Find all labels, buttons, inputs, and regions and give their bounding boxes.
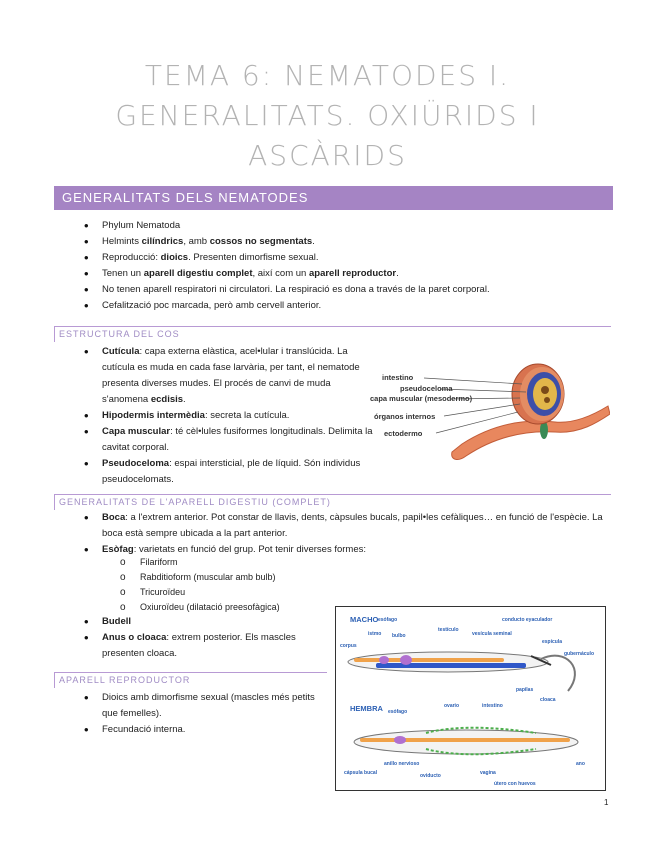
label-corpus: corpus — [340, 643, 357, 649]
label-anillo-nervioso: anillo nervioso — [384, 761, 420, 767]
label-gubernaculo: gubernáculo — [564, 651, 595, 657]
label-ovario: ovario — [444, 703, 460, 709]
reproductor-list — [78, 690, 328, 738]
digestiu-list — [78, 510, 610, 558]
list-item: • Dioics amb dimorfisme sexual (mascles més petits que femelles). — [78, 690, 328, 722]
label-intestino: intestino — [482, 703, 503, 709]
esofag-forms-list — [120, 555, 340, 615]
section-heading-text: ESTRUCTURA DEL COS — [59, 329, 180, 339]
list-item: • Fecundació interna. — [78, 722, 328, 738]
list-item: o Oxiuroïdeu (dilatació preesofàgica) — [120, 600, 340, 615]
label-capa-muscular: capa muscular (mesodermo) — [370, 394, 473, 403]
label-capsula-bucal: cápsula bucal — [344, 770, 378, 776]
label-conducto-eyaculador: conducto eyaculador — [502, 617, 553, 623]
list-item: • Helmints cilíndrics, amb cossos no segmentats. — [78, 234, 613, 250]
label-bulbo: bulbo — [392, 633, 406, 639]
label-cloaca: cloaca — [540, 697, 556, 703]
label-esofago: esófago — [378, 617, 398, 623]
digestiu-list-2 — [78, 614, 328, 662]
label-espicula: espícula — [542, 639, 563, 645]
section-heading-estructura — [54, 326, 611, 342]
nematode-anatomy-diagram — [335, 606, 606, 791]
estructura-list — [78, 344, 378, 488]
list-item: o Rabditioform (muscular amb bulb) — [120, 570, 340, 585]
list-item: • No tenen aparell respiratori ni circulatori. La respiració es dona a través de la paret corporal. — [78, 282, 613, 298]
list-item: • Esòfag: varietats en funció del grup. Pot tenir diverses formes: — [78, 542, 610, 558]
list-item: o Filariform — [120, 555, 340, 570]
list-item: • Pseudoceloma: espai intersticial, ple de líquid. Són individus pseudocelomats. — [78, 456, 378, 488]
list-item: • Reproducció: dioics. Presenten dimorfisme sexual. — [78, 250, 613, 266]
list-item: • Boca: a l'extrem anterior. Pot constar de llavis, dents, càpsules bucals, papil•les cefàliques… en funció de l'espècie. La boca està sempre ubicada a la part anterior. — [78, 510, 610, 542]
label-ano: ano — [576, 761, 585, 767]
title-line-1: TEMA 6: NEMATODES I. — [144, 59, 511, 92]
page-number: 1 — [604, 798, 609, 807]
title-line-3: ASCÀRIDS — [248, 139, 407, 172]
label-hembra: HEMBRA — [350, 704, 383, 713]
label-intestino: intestino — [382, 373, 414, 382]
label-oviducto: oviducto — [420, 773, 441, 779]
list-item: o Tricuroïdeu — [120, 585, 340, 600]
label-macho: MACHO — [350, 615, 379, 624]
generalitats-list — [78, 218, 613, 314]
label-testiculo: testículo — [438, 627, 459, 633]
label-ectodermo: ectodermo — [384, 429, 423, 438]
label-pseudoceloma: pseudoceloma — [400, 384, 453, 393]
list-item: • Budell — [78, 614, 328, 630]
label-istmo: istmo — [368, 631, 382, 637]
section-heading-generalitats — [54, 186, 613, 210]
label-esofago-hembra: esófago — [388, 709, 408, 715]
list-item: • Hipodermis intermèdia: secreta la cutícula. — [78, 408, 378, 424]
section-heading-text: GENERALITATS DE L'APARELL DIGESTIU (COMPLET) — [59, 497, 331, 507]
list-item: • Cutícula: capa externa elàstica, acel•lular i translúcida. La cutícula es muda en cada fase larvària, per tant, el nematode presenta diverses mudes. El procés de canvi de muda s'anomena ecdisis. — [78, 344, 378, 408]
section-heading-reproductor — [54, 672, 327, 688]
list-item: • Anus o cloaca: extrem posterior. Els mascles presenten cloaca. — [78, 630, 328, 662]
label-papilas: papilas — [516, 687, 534, 693]
list-item: • Phylum Nematoda — [78, 218, 613, 234]
section-heading-digestiu — [54, 494, 611, 510]
title-line-2: GENERALITATS. OXIÜRIDS I — [115, 99, 540, 132]
list-item: • Cefalització poc marcada, però amb cervell anterior. — [78, 298, 613, 314]
label-vagina: vagina — [480, 770, 496, 776]
section-heading-text: GENERALITATS DELS NEMATODES — [62, 190, 309, 205]
label-vesicula-seminal: vesícula seminal — [472, 631, 512, 637]
page-title — [0, 56, 655, 176]
list-item: • Capa muscular: té cèl•lules fusiformes longitudinals. Delimita la cavitat corporal. — [78, 424, 378, 456]
list-item: • Tenen un aparell digestiu complet, així com un aparell reproductor. — [78, 266, 613, 282]
section-heading-text: APARELL REPRODUCTOR — [59, 675, 191, 685]
label-utero: útero con huevos — [494, 781, 536, 787]
label-organos-internos: órganos internos — [374, 412, 436, 421]
nematode-cross-section-figure — [370, 356, 610, 468]
